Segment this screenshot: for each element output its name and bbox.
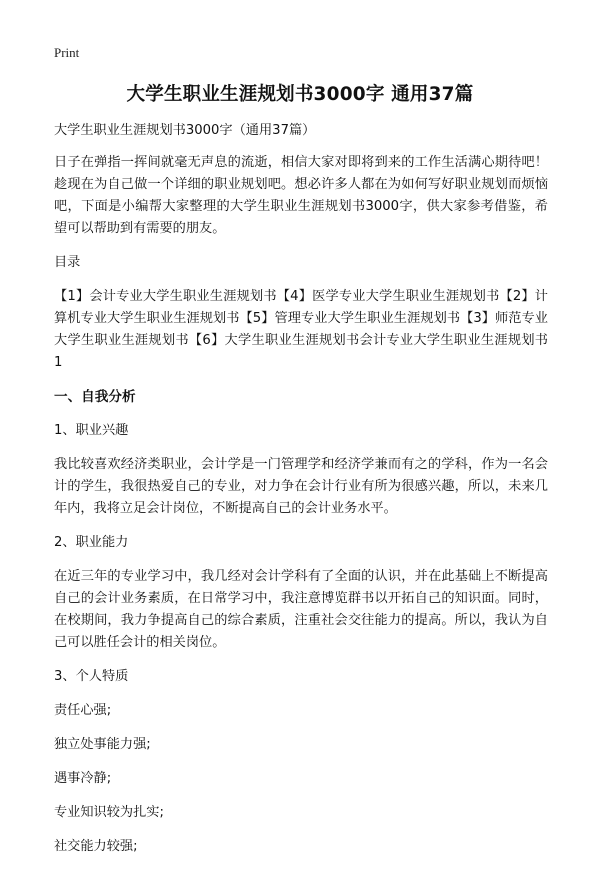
subheading-career-interest: 1、职业兴趣 — [54, 423, 129, 438]
trait-item: 责任心强; — [54, 703, 112, 718]
toc-heading: 目录 — [54, 255, 81, 270]
subheading-personal-traits: 3、个人特质 — [54, 669, 129, 684]
trait-item: 社交能力较强; — [54, 839, 138, 854]
document-subtitle: 大学生职业生涯规划书3000字（通用37篇） — [54, 123, 316, 138]
trait-item: 独立处事能力强; — [54, 737, 151, 752]
career-ability-paragraph: 在近三年的专业学习中，我几经对会计学科有了全面的认识，并在此基础上不断提高自己的会计业务素质，在日常学习中，我注意博览群书以开拓自己的知识面。同时，在校期间，我力争提高自己的综合素质，注重社会交往能力的提高。所以，我认为自己可以胜任会计的相关岗位。 — [54, 569, 548, 650]
subheading-career-ability: 2、职业能力 — [54, 535, 129, 550]
toc-list: 【1】会计专业大学生职业生涯规划书【4】医学专业大学生职业生涯规划书【2】计算机专业大学生职业生涯规划书【5】管理专业大学生职业生涯规划书【3】师范专业大学生职业生涯规划书【6】大学生职业生涯规划书会计专业大学生职业生涯规划书 1 — [54, 289, 548, 370]
career-interest-paragraph: 我比较喜欢经济类职业，会计学是一门管理学和经济学兼而有之的学科，作为一名会计的学生，我很热爱自己的专业，对力争在会计行业有所为很感兴趣，所以，未来几年内，我将立足会计岗位，不断提高自己的会计业务水平。 — [54, 457, 548, 516]
intro-paragraph: 日子在弹指一挥间就毫无声息的流逝，相信大家对即将到来的工作生活满心期待吧！趁现在为自己做一个详细的职业规划吧。想必许多人都在为如何写好职业规划而烦恼吧，下面是小编帮大家整理的大学生职业生涯规划书3000字，供大家参考借鉴，希望可以帮助到有需要的朋友。 — [54, 155, 548, 236]
document-body — [54, 120, 548, 870]
document-title: 大学生职业生涯规划书3000字 通用37篇 — [126, 84, 474, 105]
trait-item: 遇事冷静; — [54, 771, 112, 786]
print-label: Print — [54, 45, 80, 60]
trait-item: 专业知识较为扎实; — [54, 805, 164, 820]
section-heading-self-analysis: 一、自我分析 — [54, 389, 136, 405]
